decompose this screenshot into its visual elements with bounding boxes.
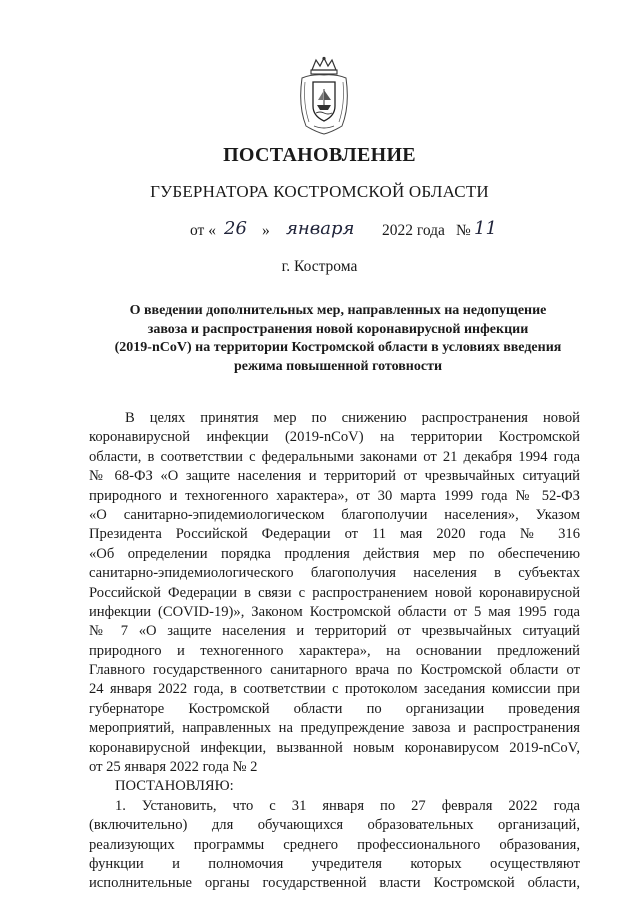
handwritten-number: 11 [474, 218, 497, 239]
body-line: природного и техногенного характера», от 30 марта 1999 года № 52-ФЗ [89, 487, 580, 504]
date-year: 2022 года [382, 222, 445, 239]
body-line: (включительно) для обучающихся образовательных организаций, [89, 817, 580, 834]
body-line: «О санитарно-эпидемиологическом благополучии населения», Указом [89, 506, 580, 523]
body-line: губернаторе Костромской области по организации проведения [89, 700, 580, 717]
body-line: функции и полномочия учредителя которых осуществляют [89, 855, 580, 872]
body-line: реализующих программы среднего профессионального образования, [89, 836, 580, 853]
resolution-title [96, 302, 580, 376]
date-prefix: от « [190, 222, 216, 239]
date-quote-close: » [262, 222, 270, 239]
coat-of-arms-emblem [296, 56, 352, 136]
title-line: О введении дополнительных мер, направленных на недопущение [129, 303, 547, 318]
body-line: инфекции (COVID-19)», Законом Костромской области от 5 мая 1995 года [89, 603, 580, 620]
decree-word: ПОСТАНОВЛЯЮ: [115, 778, 234, 795]
document-type-heading: ПОСТАНОВЛЕНИЕ [223, 144, 416, 166]
body-line: мероприятий, направленных на предупреждение завоза и распространения [89, 720, 580, 737]
body-line: № 7 «О защите населения и территорий от чрезвычайных ситуаций [89, 623, 580, 640]
body-line: от 25 января 2022 года № 2 [89, 759, 258, 776]
body-line: коронавирусной инфекции, вызванной новым коронавирусом 2019-nCoV, [89, 739, 580, 756]
body-line: исполнительные органы государственной власти Костромской области, [89, 875, 580, 892]
body-line: Главного государственного санитарного врача по Костромской области от [89, 662, 580, 679]
handwritten-month: января [286, 218, 355, 239]
body-line: 24 января 2022 года, в соответствии с протоколом заседания комиссии при [89, 681, 580, 698]
body-line: Российской Федерации в связи с распространением новой коронавирусной [89, 584, 580, 601]
title-line: завоза и распространения новой коронавирусной инфекции [147, 321, 529, 337]
city-line: г. Кострома [281, 258, 358, 275]
title-line: (2019-nCoV) на территории Костромской области в условиях введения [114, 340, 562, 355]
resolution-body [89, 409, 580, 894]
body-line: природного и техногенного характера», на основании предложений [89, 642, 580, 659]
body-line: коронавирусной инфекции (2019-nCoV) на территории Костромской [89, 429, 580, 446]
handwritten-day: 26 [224, 218, 247, 239]
body-line: 1. Установить, что с 31 января по 27 февраля 2022 года [115, 797, 580, 814]
issuer-heading: ГУБЕРНАТОРА КОСТРОМСКОЙ ОБЛАСТИ [150, 182, 489, 201]
body-line: области, в соответствии с федеральными законами от 21 декабря 1994 года [89, 448, 580, 465]
number-prefix: № [456, 222, 471, 239]
body-line: Президента Российской Федерации от 11 мая 2020 года № 316 [89, 526, 580, 543]
coat-of-arms-icon [296, 56, 352, 136]
title-line: режима повышенной готовности [233, 358, 443, 374]
body-line: № 68-ФЗ «О защите населения и территорий от чрезвычайных ситуаций [89, 468, 580, 485]
body-line: В целях принятия мер по снижению распространения новой [125, 410, 580, 426]
date-number-line [190, 218, 520, 244]
body-line: санитарно-эпидемиологического благополучия населения в субъектах [89, 565, 580, 582]
body-line: «Об определении порядка продления действия мер по обеспечению [89, 545, 580, 562]
